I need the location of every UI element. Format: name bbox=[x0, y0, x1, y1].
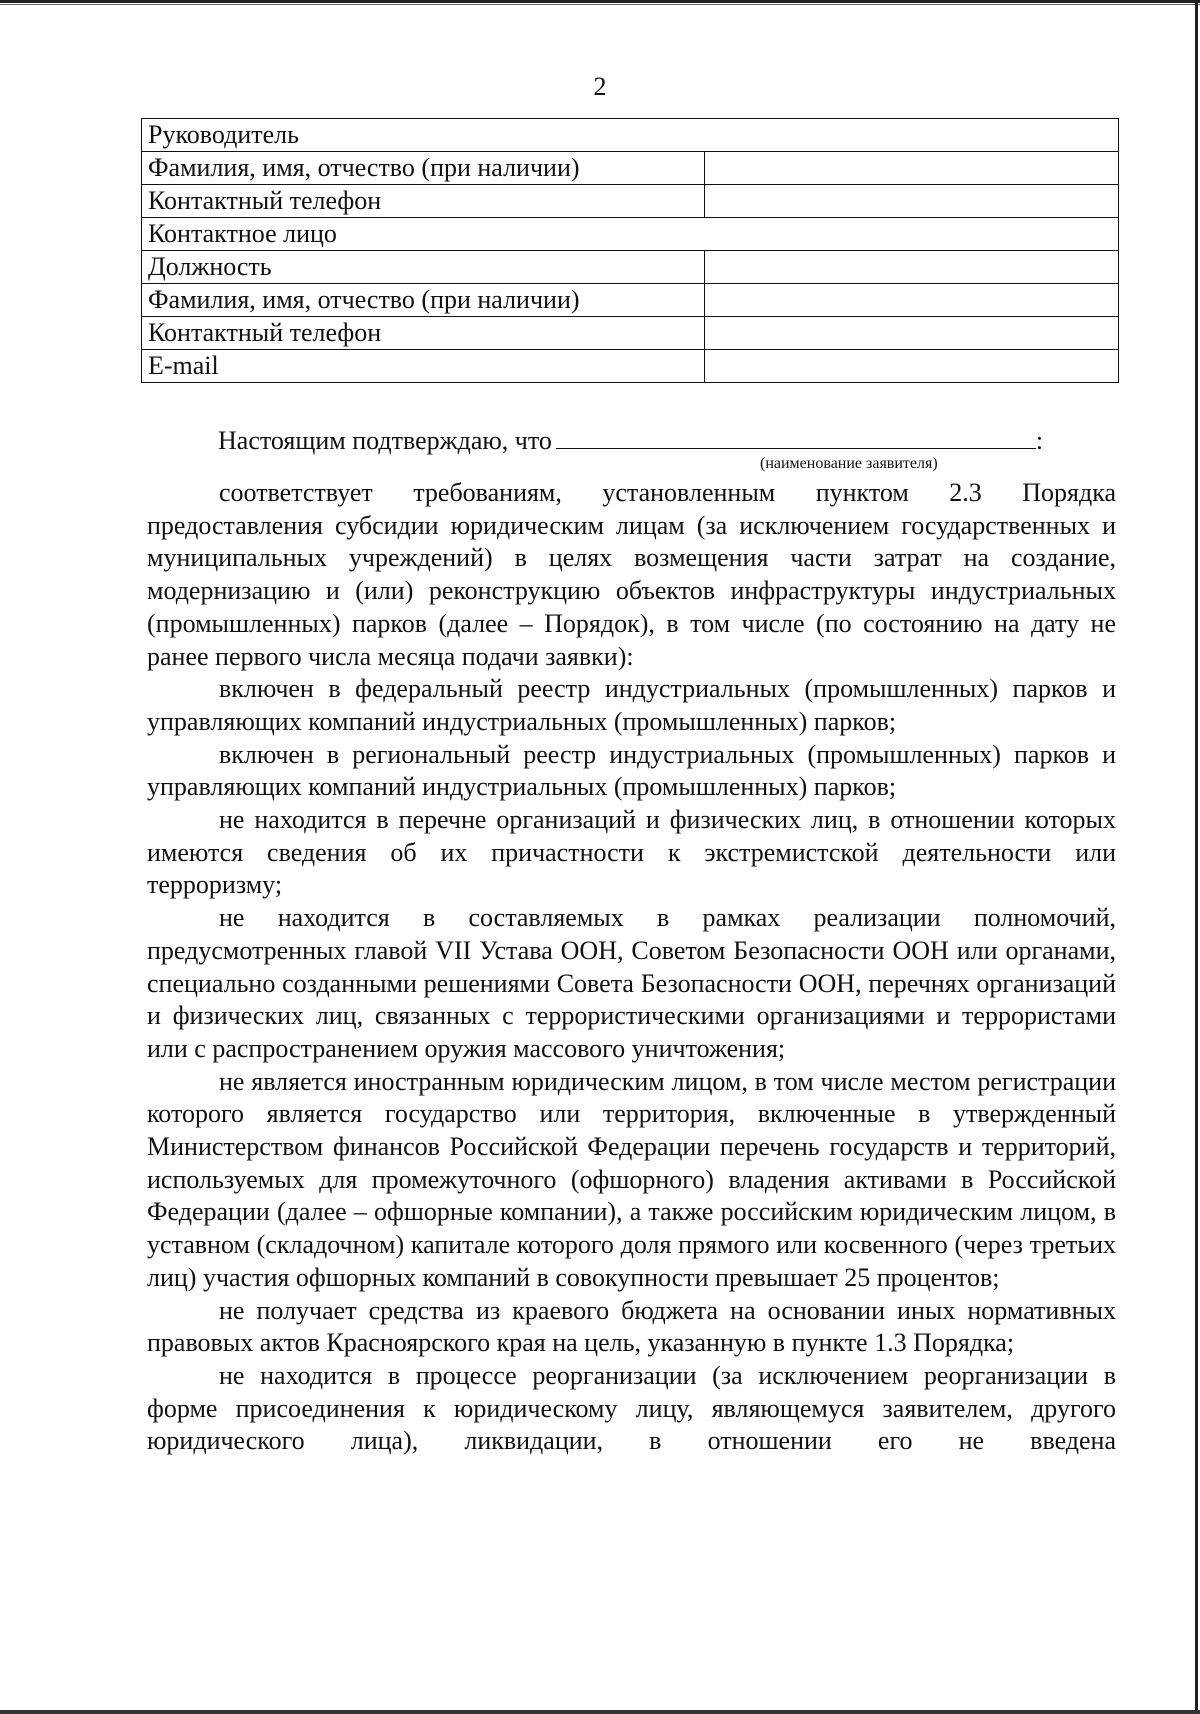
table-row bbox=[142, 251, 1119, 284]
table-row bbox=[142, 185, 1119, 218]
scan-border-bottom bbox=[0, 1710, 1200, 1714]
page-number: 2 bbox=[593, 72, 607, 101]
table-label-cell: Руководитель bbox=[142, 119, 1119, 152]
table-label-cell: Контактный телефон bbox=[142, 185, 705, 218]
confirmation-lead: Настоящим подтверждаю, что bbox=[218, 426, 552, 455]
table-row bbox=[142, 317, 1119, 350]
paragraph: включен в федеральный реестр индустриальных (промышленных) парков и управляющих компаний индустриальных (промышленных) парков; bbox=[147, 674, 1116, 736]
scan-border-top-inner bbox=[0, 4, 1200, 5]
paragraph: включен в региональный реестр индустриальных (промышленных) парков и управляющих компаний индустриальных (промышленных) парков; bbox=[147, 739, 1116, 802]
table-label-cell: Контактное лицо bbox=[142, 218, 1119, 251]
table-value-cell[interactable] bbox=[705, 350, 1119, 383]
table-row bbox=[142, 152, 1119, 185]
paragraph: не является иностранным юридическим лицом, в том числе местом регистрации которого является государство или территория, включенные в утвержденный Министерством финансов Российской Федерации перечень государств и территорий, используемых для промежуточного (офшорного) владения активами в Российской Федерации (далее – офшорные компании), а также российским юридическим лицом, в уставном (складочном) капитале которого доля прямого или косвенного (через третьих лиц) участия офшорных компаний в совокупности превышает 25 процентов; bbox=[147, 1066, 1116, 1292]
table-value-cell[interactable] bbox=[705, 152, 1119, 185]
table-row bbox=[142, 284, 1119, 317]
requirements-text bbox=[147, 477, 1116, 1458]
applicant-name-caption: (наименование заявителя) bbox=[760, 455, 938, 472]
contact-info-table bbox=[141, 118, 1119, 383]
table-label-cell: Должность bbox=[142, 251, 705, 284]
paragraph: соответствует требованиям, установленным пунктом 2.3 Порядка предоставления субсидии юридическим лицам (за исключением государственных и муниципальных учреждений) в целях возмещения части затрат на создание, модернизацию и (или) реконструкцию объектов инфраструктуры индустриальных (промышленных) парков (далее – Порядок), в том числе (по состоянию на дату не ранее первого числа месяца подачи заявки): bbox=[147, 478, 1116, 671]
confirmation-line bbox=[218, 424, 1043, 456]
scan-border-right bbox=[1195, 0, 1198, 1714]
paragraph: не находится в перечне организаций и физических лиц, в отношении которых имеются сведения об их причастности к экстремистской деятельности или терроризму; bbox=[147, 805, 1116, 900]
table-label-cell: Контактный телефон bbox=[142, 317, 705, 350]
paragraph: не находится в составляемых в рамках реализации полномочий, предусмотренных главой VII Устава ООН, Советом Безопасности ООН или органами, специально созданными решениями Совета Безопасности ООН, перечнях организаций и физических лиц, связанных с террористическими организациями и террористами или с распространением оружия массового уничтожения; bbox=[147, 903, 1116, 1063]
table-value-cell[interactable] bbox=[705, 317, 1119, 350]
paragraph: не получает средства из краевого бюджета на основании иных нормативных правовых актов Красноярского края на цель, указанную в пункте 1.3 Порядка; bbox=[147, 1295, 1116, 1358]
table-value-cell[interactable] bbox=[705, 185, 1119, 218]
confirmation-colon: : bbox=[1035, 426, 1044, 455]
table-value-cell[interactable] bbox=[705, 251, 1119, 284]
table-label-cell: E-mail bbox=[142, 350, 705, 383]
table-row bbox=[142, 350, 1119, 383]
applicant-name-blank[interactable] bbox=[556, 424, 1036, 449]
table-value-cell[interactable] bbox=[705, 284, 1119, 317]
table-label-cell: Фамилия, имя, отчество (при наличии) bbox=[142, 284, 705, 317]
table-row bbox=[142, 218, 1119, 251]
table-label-cell: Фамилия, имя, отчество (при наличии) bbox=[142, 152, 705, 185]
table-row bbox=[142, 119, 1119, 152]
paragraph: не находится в процессе реорганизации (за исключением реорганизации в форме присоединения к юридическому лицу, являющемуся заявителем, другого юридического лица), ликвидации, в отношении его не введена bbox=[147, 1360, 1116, 1456]
scan-border-top bbox=[0, 0, 1200, 3]
